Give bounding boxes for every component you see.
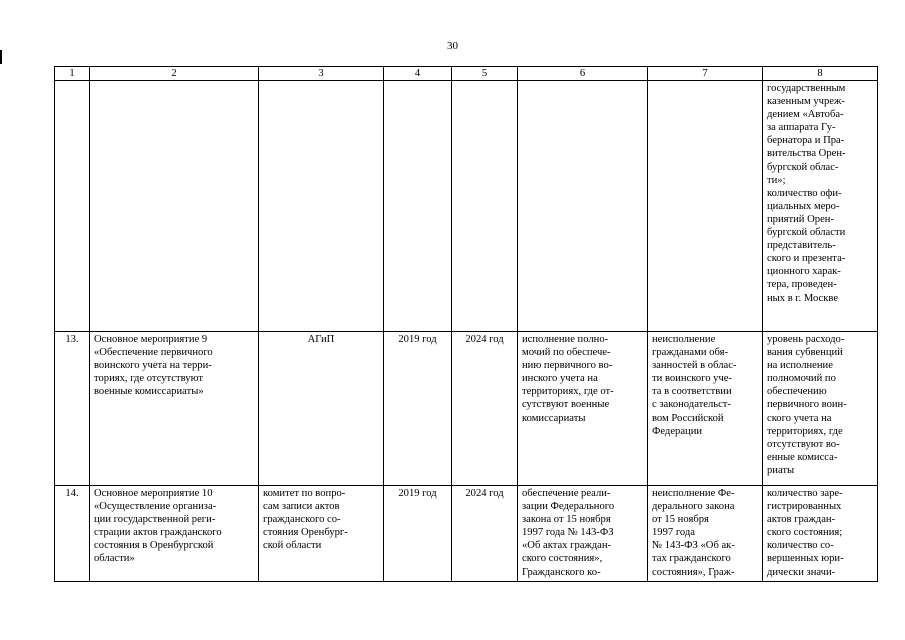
- indicator-cell: уровень расходо- вания субвенций на исполнение полномочий по обеспечению первичного воин- ского учета на территориях, где отсутствуют во- енные комисса- риаты: [763, 332, 878, 486]
- header-row: [55, 67, 878, 81]
- table-row-continued: [55, 81, 878, 332]
- start-year-cell: 2019 год: [384, 486, 452, 582]
- expected-result-cell: исполнение полно- мочий по обеспече- нию первичного во- инского учета на территориях, где от- сутствуют военные комиссариаты: [518, 332, 648, 486]
- indicator-cell: количество заре- гистрированных актов граждан- ского состояния; количество со- вершенных юри- дически значи-: [763, 486, 878, 582]
- column-header: 8: [763, 67, 878, 81]
- consequence-cell: неисполнение Фе- дерального закона от 15 ноября 1997 года № 143-ФЗ «Об ак- тах гражданского состояния», Граж-: [648, 486, 763, 582]
- row-number-cell: 14.: [55, 486, 90, 582]
- program-activities-table: [54, 66, 878, 582]
- start-year-cell: 2019 год: [384, 332, 452, 486]
- column-header: 1: [55, 67, 90, 81]
- end-year-cell: 2024 год: [452, 332, 518, 486]
- activity-name-cell: Основное мероприятие 10 «Осуществление организа- ции государственной реги- страции актов гражданского состояния в Оренбургской области»: [90, 486, 259, 582]
- column-header: 4: [384, 67, 452, 81]
- column-header: 3: [259, 67, 384, 81]
- scan-edge-mark: [0, 50, 2, 64]
- column-header: 6: [518, 67, 648, 81]
- activity-name-cell: [90, 81, 259, 332]
- end-year-cell: [452, 81, 518, 332]
- executor-cell: АГиП: [259, 332, 384, 486]
- consequence-cell: неисполнение гражданами обя- занностей в облас- ти воинского уче- та в соответствии с законодательст- вом Российской Федерации: [648, 332, 763, 486]
- row-number-cell: [55, 81, 90, 332]
- consequence-cell: [648, 81, 763, 332]
- column-header: 7: [648, 67, 763, 81]
- table-row: [55, 332, 878, 486]
- column-header: 2: [90, 67, 259, 81]
- expected-result-cell: обеспечение реали- зации Федерального закона от 15 ноября 1997 года № 143-ФЗ «Об актах граждан- ского состояния», Гражданского ко-: [518, 486, 648, 582]
- executor-cell: [259, 81, 384, 332]
- executor-cell: комитет по вопро- сам записи актов гражданского со- стояния Оренбург- ской области: [259, 486, 384, 582]
- row-number-cell: 13.: [55, 332, 90, 486]
- end-year-cell: 2024 год: [452, 486, 518, 582]
- column-header: 5: [452, 67, 518, 81]
- table-row: [55, 486, 878, 582]
- indicator-cell: государственным казенным учреж- дением «Автоба- за аппарата Гу- бернатора и Пра- вительства Орен- бургской облас- ти»; количество офи- циальных меро- приятий Орен- бургской области представитель- ского и презента- ционного харак- тера, проведен- ных в г. Москве: [763, 81, 878, 332]
- activity-name-cell: Основное мероприятие 9 «Обеспечение первичного воинского учета на терри- ториях, где отсутствуют военные комиссариаты»: [90, 332, 259, 486]
- start-year-cell: [384, 81, 452, 332]
- page-number: 30: [447, 40, 458, 52]
- expected-result-cell: [518, 81, 648, 332]
